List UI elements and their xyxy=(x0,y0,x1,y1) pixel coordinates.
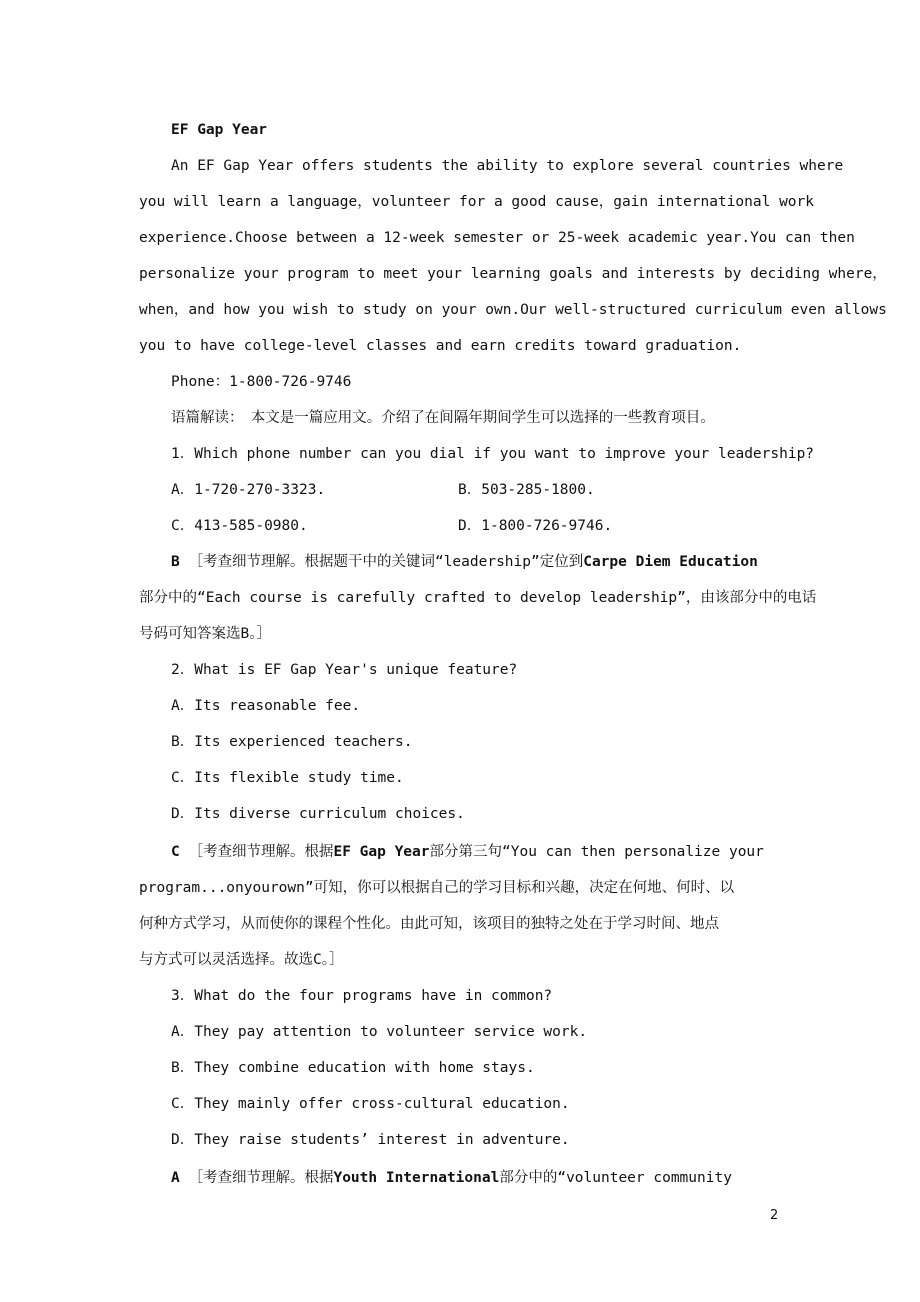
answer-keyword: Youth International xyxy=(333,1170,500,1186)
option-b: B．They combine education with home stays. xyxy=(171,1060,535,1076)
passage-line: personalize your program to meet your learning goals and interests by deciding where， xyxy=(139,266,887,282)
passage-line: you will learn a language，volunteer for a good cause，gain international work xyxy=(139,194,815,210)
answer-letter: C xyxy=(171,844,180,860)
section-title: EF Gap Year xyxy=(171,122,268,138)
reading-note: 语篇解读： 本文是一篇应用文。介绍了在间隔年期间学生可以选择的一些教育项目。 xyxy=(171,410,715,426)
answer-keyword: EF Gap Year xyxy=(333,844,430,860)
page-number: 2 xyxy=(770,1208,779,1223)
option-a: A．They pay attention to volunteer service work. xyxy=(171,1024,588,1040)
passage-line: experience.Choose between a 12-week semester or 25-week academic year.You can then xyxy=(139,230,855,246)
option-a: A．1-720-270-3323. xyxy=(171,482,326,498)
option-b: B．503-285-1800. xyxy=(458,482,595,498)
answer-2-line: program...onyourown”可知，你可以根据自己的学习目标和兴趣，决定在何地、何时、以 xyxy=(139,880,735,896)
option-c: C．They mainly offer cross-cultural education. xyxy=(171,1096,570,1112)
answer-text: ［考查细节理解。根据 xyxy=(188,844,334,860)
question-1-options-row xyxy=(171,480,595,500)
answer-1-line: 号码可知答案选B。］ xyxy=(139,626,271,642)
passage-line: when，and how you wish to study on your own.Our well-structured curriculum even allows xyxy=(139,302,887,318)
phone-line: Phone：1-800-726-9746 xyxy=(171,374,352,390)
answer-text: ［考查细节理解。根据 xyxy=(188,1170,334,1186)
answer-2-line: 何种方式学习，从而使你的课程个性化。由此可知，该项目的独特之处在于学习时间、地点 xyxy=(139,916,719,932)
answer-2-line: 与方式可以灵活选择。故选C。］ xyxy=(139,952,344,968)
answer-1-line: 部分中的“Each course is carefully crafted to develop leadership”，由该部分中的电话 xyxy=(139,590,817,606)
option-c: C．413-585-0980. xyxy=(171,518,308,534)
answer-1 xyxy=(171,552,758,572)
answer-2 xyxy=(171,842,764,862)
answer-3 xyxy=(171,1168,732,1188)
answer-keyword: Carpe Diem Education xyxy=(583,554,758,570)
answer-letter: A xyxy=(171,1170,180,1186)
answer-text: 部分中的“volunteer community xyxy=(499,1170,732,1186)
option-b: B．Its experienced teachers. xyxy=(171,734,413,750)
passage-line: you to have college-level classes and earn credits toward graduation. xyxy=(139,338,742,354)
answer-text: ［考查细节理解。根据题干中的关键词“leadership”定位到 xyxy=(188,554,584,570)
passage-line: An EF Gap Year offers students the ability to explore several countries where xyxy=(171,158,844,174)
answer-letter: B xyxy=(171,554,180,570)
answer-text: 部分第三句“You can then personalize your xyxy=(429,844,764,860)
question-1-options-row xyxy=(171,516,613,536)
option-d: D．They raise students’ interest in adventure. xyxy=(171,1132,570,1148)
option-a: A．Its reasonable fee. xyxy=(171,698,361,714)
option-c: C．Its flexible study time. xyxy=(171,770,404,786)
question-1-stem: 1．Which phone number can you dial if you want to improve your leadership? xyxy=(171,446,815,462)
question-2-stem: 2．What is EF Gap Year's unique feature? xyxy=(171,662,518,678)
question-3-stem: 3．What do the four programs have in common? xyxy=(171,988,553,1004)
option-d: D．1-800-726-9746. xyxy=(458,518,613,534)
option-d: D．Its diverse curriculum choices. xyxy=(171,806,465,822)
